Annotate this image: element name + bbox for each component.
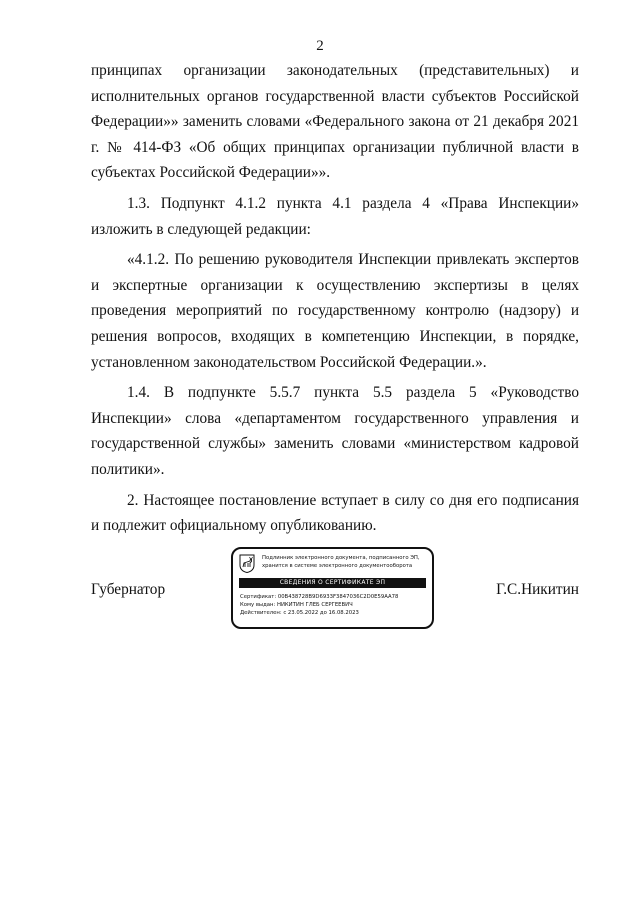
paragraph-1-3: 1.3. Подпункт 4.1.2 пункта 4.1 раздела 4 «Права Инспекции» изложить в следующей редакции: [91, 194, 579, 238]
stamp-text-line-2: хранится в системе электронного документооборота [262, 563, 413, 569]
stamp-text-line-1: Подлинник электронного документа, подписанного ЭП, [262, 555, 420, 561]
paragraph-continuation: принципах организации законодательных (представительных) и исполнительных органов государственной власти субъектов Российской Федерации»» заменить словами «Федерального закона от 21 декабря 2021 г. № 414-ФЗ «Об общих принципах организации публичной власти в субъектах Российской Федерации»». [91, 62, 579, 182]
page-number: 2 [316, 38, 324, 54]
stamp-validity: Действителен: с 23.05.2022 до 16.08.2023 [240, 610, 359, 616]
paragraph-2: 2. Настоящее постановление вступает в силу со дня его подписания и подлежит официальному опубликованию. [91, 491, 579, 535]
deer-coat-of-arms-icon [239, 554, 255, 573]
stamp-banner: СВЕДЕНИЯ О СЕРТИФИКАТЕ ЭП [239, 578, 426, 588]
stamp-issued-to: Кому выдан: НИКИТИН ГЛЕБ СЕРГЕЕВИЧ [240, 602, 353, 608]
signatory-name: Г.С.Никитин [496, 581, 579, 598]
signatory-title: Губернатор [91, 581, 166, 598]
stamp-certificate: Сертификат: 00B438728B9D6933F3847036C2D0E59AA78 [240, 594, 399, 600]
paragraph-quote-4-1-2: «4.1.2. По решению руководителя Инспекции привлекать экспертов и экспертные организации к осуществлению экспертизы в целях проведения мероприятий по государственному контролю (надзору) и решения вопросов, входящих в компетенцию Инспекции, в порядке, установленном законодательством Российской Федерации.». [91, 251, 579, 371]
paragraph-1-4: 1.4. В подпункте 5.5.7 пункта 5.5 раздела 5 «Руководство Инспекции» слова «департаментом государственного управления и государственной службы» заменить словами «министерством кадровой политики». [91, 384, 579, 478]
document-body [91, 58, 579, 544]
electronic-signature-stamp [231, 547, 434, 629]
